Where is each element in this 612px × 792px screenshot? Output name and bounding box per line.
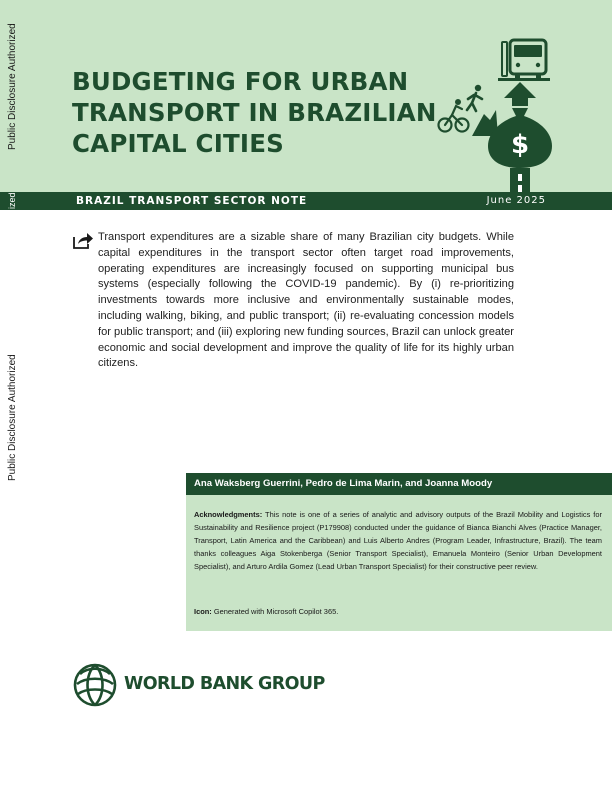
- icon-credit-label: Icon:: [194, 607, 212, 616]
- icon-credit-text: Generated with Microsoft Copilot 365.: [211, 607, 339, 616]
- abstract-text: Transport expenditures are a sizable share of many Brazilian city budgets. While capital expenditures in the transport sector often target road improvements, operating expenditures are increasingly focused on supporting municipal bus systems (especially following the COVID-19 pandemic). By (i) re-prioritizing investments towards more inclusive and environmentally sustainable modes, including walking, biking, and public transport; (ii) re-evaluating concession models for public transport; and (iii) exploring new funding sources, Brazil can unlock greater economic and social development and improve the quality of life for its highly urban citizens.: [98, 231, 514, 370]
- up-arrow-icon: [504, 82, 536, 106]
- title-line-1: BUDGETING FOR URBAN: [72, 67, 409, 96]
- money-bag-icon: [488, 108, 552, 168]
- page-title: [72, 66, 437, 159]
- acknowledgments-label: Acknowledgments:: [194, 510, 263, 519]
- svg-text:$: $: [510, 130, 530, 160]
- road-icon: [510, 168, 530, 192]
- globe-logo-icon: [72, 662, 118, 708]
- acknowledgments-box: [186, 495, 612, 631]
- disclosure-watermark-top: Public Disclosure Authorized: [7, 23, 18, 150]
- share-icon: [72, 232, 94, 250]
- series-band: [0, 192, 612, 210]
- title-line-3: CAPITAL CITIES: [72, 129, 285, 158]
- series-label: BRAZIL TRANSPORT SECTOR NOTE: [76, 195, 308, 207]
- authors-bar: [186, 473, 612, 495]
- transport-illustration: [432, 36, 557, 192]
- publication-date: June 2025: [486, 195, 546, 206]
- walker-icon: [467, 85, 482, 111]
- acknowledgments: [194, 509, 602, 574]
- world-bank-logo: [72, 662, 325, 708]
- disclosure-watermark-middle: Public Disclosure Authorized: [7, 354, 18, 481]
- cover-hero: [0, 0, 612, 192]
- acknowledgments-text: This note is one of a series of analytic and advisory outputs of the Brazil Mobility and Logistics for Sustainability and Resilience project (P179908) conducted under the guidance of Bianca Bianchi Alves (Practice Manager, Transport, Latin America and the Caribbean) and Luis Alberto Andres (Program Leader, Infrastructure, Brazil). The team thanks colleagues Aiga Stokenberga (Senior Transport Specialist), Emanuela Monteiro (Senior Urban Development Specialist), and Arturo Ardila Gomez (Lead Urban Transport Specialist) for their constructive peer review.: [194, 510, 602, 571]
- bus-icon: [498, 40, 550, 81]
- authors: Ana Waksberg Guerrini, Pedro de Lima Marin, and Joanna Moody: [194, 478, 493, 489]
- logo-wordmark: WORLD BANK GROUP: [124, 674, 325, 694]
- band-watermark-strip: [0, 192, 20, 210]
- cyclist-icon: [439, 99, 469, 132]
- icon-credit: [194, 607, 338, 616]
- title-line-2: TRANSPORT IN BRAZILIAN: [72, 98, 437, 127]
- band-watermark-fragment: ized: [7, 192, 17, 209]
